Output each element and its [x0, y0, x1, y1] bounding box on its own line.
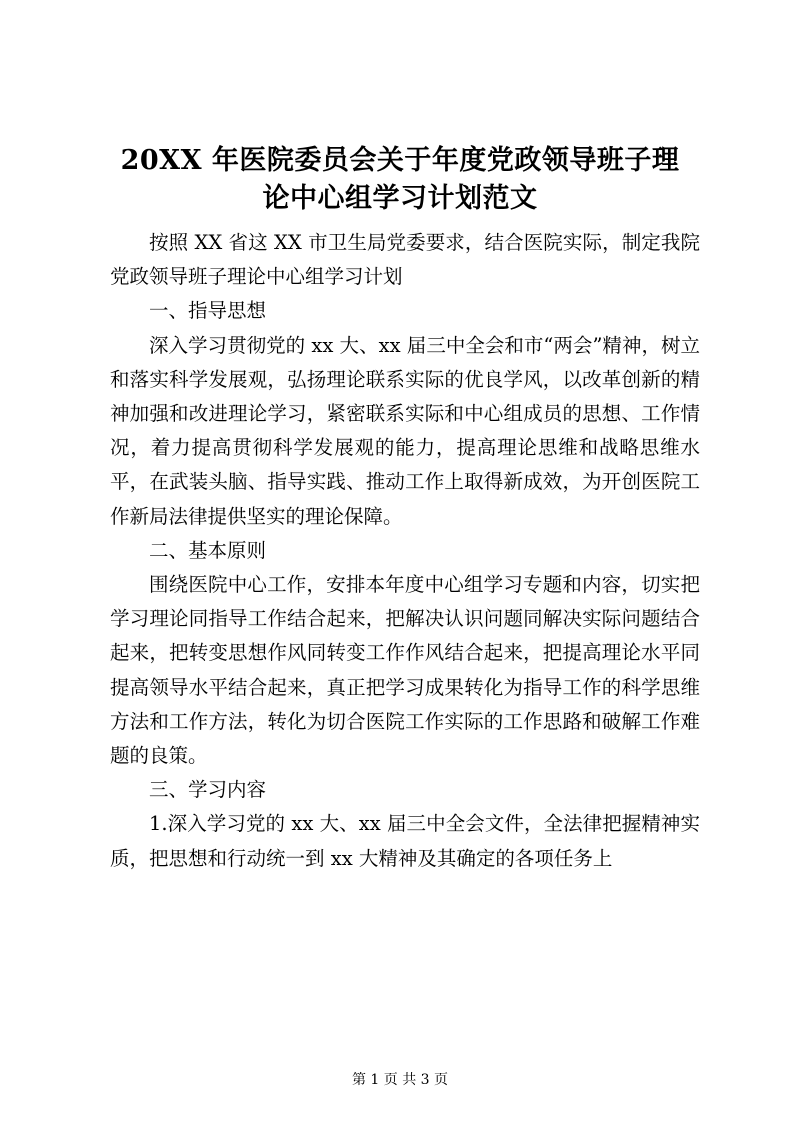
paragraph-guiding-ideology: 深入学习贯彻党的 xx 大、xx 届三中全会和市“两会”精神，树立和落实科学发展观，弘扬理论联系实际的优良学风，以改革创新的精神加强和改进理论学习，紧密联系实际和中心组成员的思想、工作情况，着力提高贯彻科学发展观的能力，提高理论思维和战略思维水平，在武装头脑、指导实践、推动工作上取得新成效，为开创医院工作新局法律提供坚实的理论保障。 [110, 333, 700, 528]
document-title [90, 142, 710, 218]
section-heading-basic-principles: 二、基本原则 [149, 538, 267, 562]
page-footer [0, 1071, 800, 1089]
intro-paragraph: 按照 XX 省这 XX 市卫生局党委要求，结合医院实际，制定我院党政领导班子理论中心组学习计划 [110, 231, 700, 289]
document-body [110, 226, 700, 876]
paragraph-basic-principles: 围绕医院中心工作，安排本年度中心组学习专题和内容，切实把学习理论同指导工作结合起来，把解决认识问题同解决实际问题结合起来，把转变思想作风同转变工作作风结合起来，把提高理论水平同提高领导水平结合起来，真正把学习成果转化为指导工作的科学思维方法和工作方法，转化为切合医院工作实际的工作思路和破解工作难题的良策。 [110, 573, 700, 768]
page-number: 第 1 页 共 3 页 [351, 1072, 449, 1088]
section-heading-study-content: 三、学习内容 [149, 778, 267, 802]
title-line-1: 20XX 年医院委员会关于年度党政领导班子理 [120, 145, 680, 176]
paragraph-study-content-item-1: 1.深入学习党的 xx 大、xx 届三中全会文件，全法律把握精神实质，把思想和行动统一到 xx 大精神及其确定的各项任务上 [110, 812, 700, 870]
section-heading-guiding-ideology: 一、指导思想 [149, 299, 267, 323]
title-line-2: 论中心组学习计划范文 [262, 183, 538, 214]
